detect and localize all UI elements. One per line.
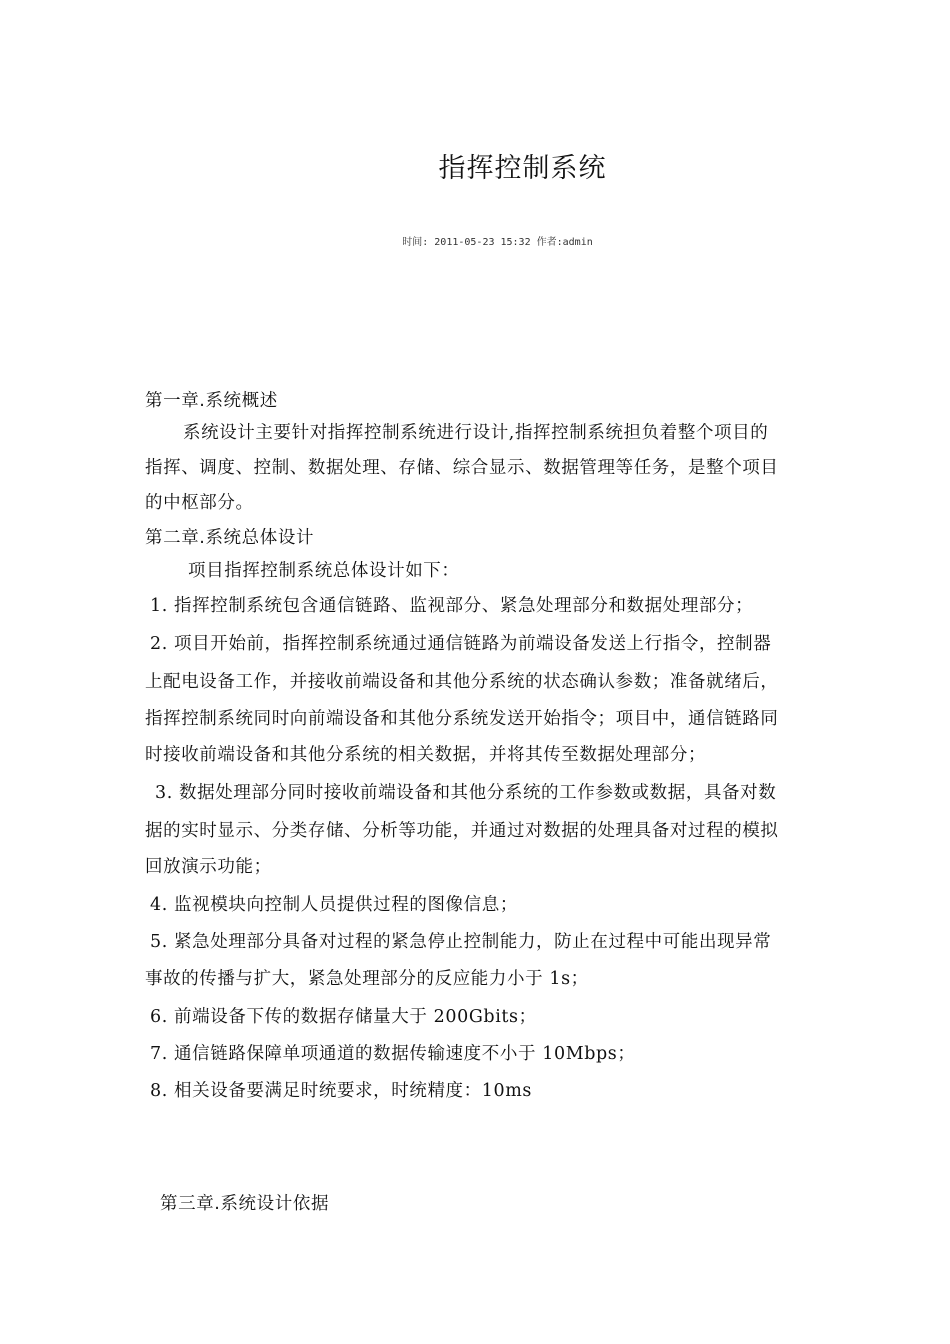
document-meta: 时间: 2011-05-23 15:32 作者:admin (402, 237, 593, 248)
list-item-3: 3. 数据处理部分同时接收前端设备和其他分系统的工作参数或数据，具备对数 (155, 783, 777, 803)
chapter-1-heading: 第一章.系统概述 (145, 391, 278, 411)
paragraph-line: 项目指挥控制系统总体设计如下： (188, 561, 460, 581)
chapter-3-heading: 第三章.系统设计依据 (160, 1194, 330, 1214)
list-item-7: 7. 通信链路保障单项通道的数据传输速度不小于 10Mbps； (150, 1044, 636, 1064)
paragraph-line: 系统设计主要针对指挥控制系统进行设计,指挥控制系统担负着整个项目的 (183, 423, 769, 443)
list-item-2: 2. 项目开始前，指挥控制系统通过通信链路为前端设备发送上行指令，控制器 (150, 634, 772, 654)
list-item-8: 8. 相关设备要满足时统要求，时统精度：10ms (150, 1081, 533, 1101)
list-item-3-cont: 据的实时显示、分类存储、分析等功能，并通过对数据的处理具备对过程的模拟 (145, 821, 779, 841)
list-item-1: 1. 指挥控制系统包含通信链路、监视部分、紧急处理部分和数据处理部分； (150, 596, 754, 616)
paragraph-line: 的中枢部分。 (145, 493, 254, 513)
chapter-2-heading: 第二章.系统总体设计 (145, 528, 315, 548)
list-item-5-cont: 事故的传播与扩大，紧急处理部分的反应能力小于 1s； (145, 969, 589, 989)
list-item-6: 6. 前端设备下传的数据存储量大于 200Gbits； (150, 1007, 537, 1027)
list-item-4: 4. 监视模块向控制人员提供过程的图像信息； (150, 895, 518, 915)
list-item-3-cont: 回放演示功能； (145, 857, 272, 877)
list-item-2-cont: 上配电设备工作，并接收前端设备和其他分系统的状态确认参数；准备就绪后， (145, 672, 779, 692)
list-item-2-cont: 指挥控制系统同时向前端设备和其他分系统发送开始指令；项目中，通信链路同 (145, 709, 779, 729)
paragraph-line: 指挥、调度、控制、数据处理、存储、综合显示、数据管理等任务，是整个项目 (145, 458, 779, 478)
list-item-5: 5. 紧急处理部分具备对过程的紧急停止控制能力，防止在过程中可能出现异常 (150, 932, 772, 952)
document-title: 指挥控制系统 (438, 153, 607, 184)
list-item-2-cont: 时接收前端设备和其他分系统的相关数据，并将其传至数据处理部分； (145, 745, 707, 765)
